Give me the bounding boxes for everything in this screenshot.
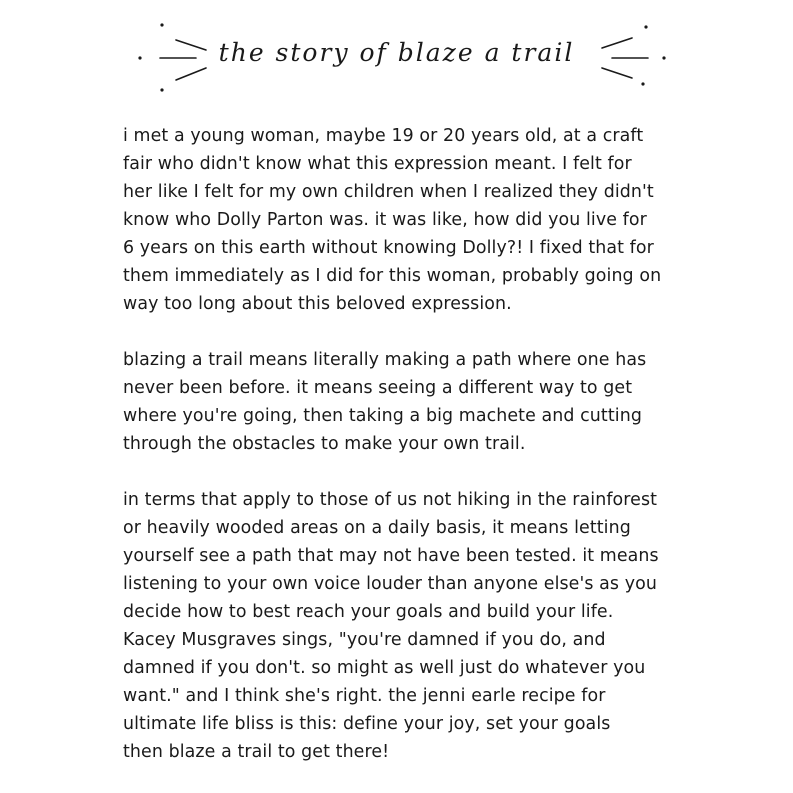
story-body — [123, 122, 683, 766]
text-line: Kacey Musgraves sings, "you're damned if you do, and — [123, 630, 606, 650]
paragraph-gap — [123, 458, 683, 486]
header — [0, 0, 793, 110]
text-line: know who Dolly Parton was. it was like, how did you live for — [123, 210, 647, 230]
text-line: ultimate life bliss is this: define your joy, set your goals — [123, 714, 611, 734]
text-line: in terms that apply to those of us not hiking in the rainforest — [123, 490, 658, 510]
page-title: the story of blaze a trail — [218, 38, 575, 67]
text-line: yourself see a path that may not have been tested. it means — [123, 546, 659, 566]
text-line: or heavily wooded areas on a daily basis, it means letting — [123, 518, 631, 538]
text-line: listening to your own voice louder than anyone else's as you — [123, 574, 657, 594]
text-line: fair who didn't know what this expression meant. I felt for — [123, 154, 632, 174]
text-line: never been before. it means seeing a different way to get — [123, 378, 633, 398]
text-line: want." and I think she's right. the jenni earle recipe for — [123, 686, 606, 706]
paragraph-2 — [123, 346, 683, 458]
text-line: through the obstacles to make your own trail. — [123, 434, 526, 454]
text-line: i met a young woman, maybe 19 or 20 years old, at a craft — [123, 126, 644, 146]
text-line: then blaze a trail to get there! — [123, 742, 390, 762]
text-line: way too long about this beloved expression. — [123, 294, 512, 314]
paragraph-3 — [123, 486, 683, 766]
text-line: 6 years on this earth without knowing Dolly?! I fixed that for — [123, 238, 654, 258]
text-line: where you're going, then taking a big machete and cutting — [123, 406, 642, 426]
text-line: her like I felt for my own children when I realized they didn't — [123, 182, 654, 202]
paragraph-gap — [123, 318, 683, 346]
text-line: damned if you don't. so might as well just do whatever you — [123, 658, 646, 678]
text-line: blazing a trail means literally making a path where one has — [123, 350, 647, 370]
text-line: decide how to best reach your goals and build your life. — [123, 602, 614, 622]
paragraph-1 — [123, 122, 683, 318]
text-line: them immediately as I did for this woman, probably going on — [123, 266, 662, 286]
